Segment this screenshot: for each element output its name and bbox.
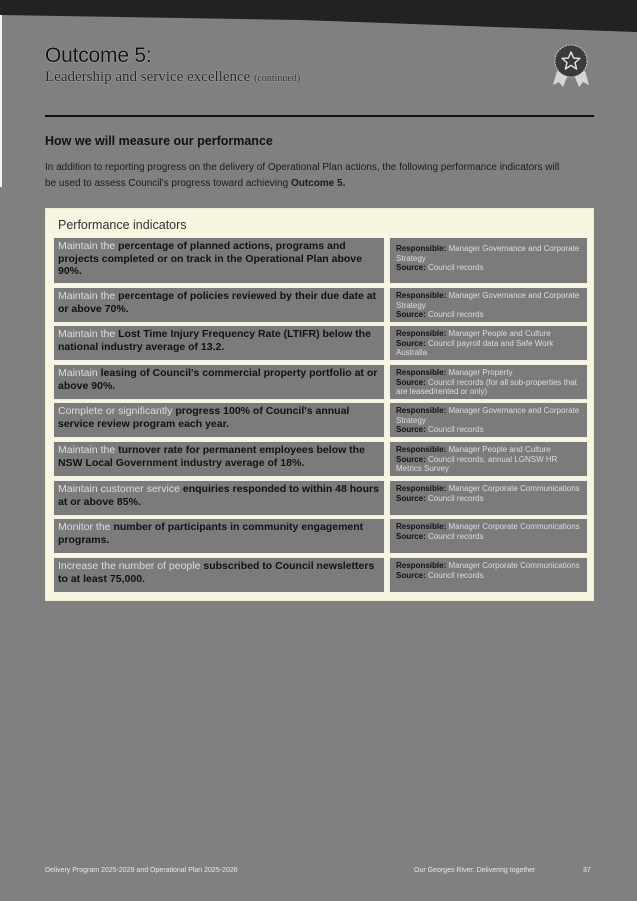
indicator-row [53, 518, 588, 554]
source-value: Council records [428, 570, 484, 580]
responsible-value: Manager Governance and Corporate Strategy [396, 291, 580, 310]
footer-tagline: Our Georges River: Delivering together [414, 867, 536, 874]
source-label: Source: [396, 310, 426, 319]
responsible-label: Responsible: [396, 291, 447, 300]
left-edge-strip [0, 15, 2, 187]
footer-document-title: Delivery Program 2025-2029 and Operational Plan 2025-2026 [45, 867, 238, 874]
responsible-label: Responsible: [396, 522, 447, 531]
source-label: Source: [396, 531, 426, 541]
indicator-text [53, 557, 385, 593]
indicator-text [53, 402, 385, 438]
subtitle-continued: (continued) [254, 73, 301, 84]
indicator-text [53, 480, 385, 516]
source-value: Council records [428, 531, 484, 541]
performance-indicators-panel [45, 208, 594, 601]
source-value: Council records (for all sub-properties that are leased/rented or only) [396, 377, 577, 396]
indicator-measure: number of participants in community engagement programs. [58, 521, 364, 546]
panel-title: Performance indicators [58, 218, 187, 232]
responsible-value: Manager Corporate Communications [448, 484, 580, 493]
page-header [45, 44, 300, 86]
indicator-row [53, 557, 588, 593]
page-number: 37 [583, 867, 591, 874]
indicator-row [53, 441, 588, 477]
source-value: Council records, annual LGNSW HR Metrics Survey [396, 454, 558, 473]
source-value: Council records [428, 263, 484, 272]
indicator-lead: Complete or significantly [58, 405, 176, 417]
source-label: Source: [396, 377, 426, 387]
indicator-row [53, 364, 588, 400]
indicator-text [53, 364, 385, 400]
indicator-measure: percentage of policies reviewed by their due date at or above 70%. [58, 290, 377, 315]
indicator-lead: Monitor the [58, 521, 114, 533]
responsible-value: Manager Property [448, 368, 513, 377]
indicator-lead: Maintain customer service [58, 483, 183, 495]
indicator-measure: subscribed to Council newsletters to at least 75,000. [58, 560, 375, 585]
indicator-measure: progress 100% of Council's annual service review program each year. [58, 405, 350, 430]
source-label: Source: [396, 570, 426, 580]
source-value: Council records [428, 493, 484, 503]
top-banner [0, 0, 637, 40]
responsible-label: Responsible: [396, 368, 447, 377]
indicator-text [53, 441, 385, 477]
indicator-row [53, 480, 588, 516]
indicator-lead: Increase the number of people [58, 560, 204, 572]
responsible-label: Responsible: [396, 484, 447, 493]
indicator-text [53, 237, 385, 284]
page-title: Outcome 5: [45, 44, 152, 67]
indicator-meta [389, 287, 588, 323]
responsible-label: Responsible: [396, 445, 447, 454]
indicator-row [53, 402, 588, 438]
responsible-label: Responsible: [396, 561, 447, 570]
responsible-value: Manager People and Culture [448, 329, 551, 338]
indicator-measure: leasing of Council's commercial property portfolio at or above 90%. [58, 367, 378, 392]
intro-paragraph [45, 160, 565, 192]
indicator-meta [389, 237, 588, 284]
responsible-value: Manager Corporate Communications [448, 522, 580, 531]
indicator-row [53, 287, 588, 323]
indicator-row [53, 325, 588, 361]
indicator-lead: Maintain [58, 367, 101, 379]
responsible-value: Manager People and Culture [448, 445, 551, 454]
source-value: Council records [428, 425, 484, 434]
responsible-label: Responsible: [396, 406, 447, 415]
indicator-text [53, 287, 385, 323]
source-label: Source: [396, 493, 426, 503]
indicator-meta [389, 325, 588, 361]
intro-outcome: Outcome 5. [290, 178, 346, 189]
indicator-measure: percentage of planned actions, programs and projects completed or on track in the Operational Plan above 90%. [58, 240, 362, 277]
intro-text: In addition to reporting progress on the delivery of Operational Plan actions, the following performance indicators will be used to assess Council's progress toward achieving [45, 162, 560, 189]
responsible-value: Manager Corporate Communications [448, 561, 580, 570]
source-value: Council payroll data and Safe Work Australia [396, 338, 554, 357]
indicator-lead: Maintain the [58, 290, 119, 302]
indicator-meta [389, 557, 588, 593]
indicator-text [53, 325, 385, 361]
source-label: Source: [396, 338, 426, 348]
section-heading: How we will measure our performance [45, 134, 273, 148]
indicator-meta [389, 441, 588, 477]
responsible-label: Responsible: [396, 244, 447, 253]
indicator-meta [389, 518, 588, 554]
responsible-value: Manager Governance and Corporate Strategy [396, 406, 580, 425]
indicator-row [53, 237, 588, 284]
indicator-meta [389, 364, 588, 400]
indicator-meta [389, 402, 588, 438]
award-ribbon-star-icon [549, 41, 593, 89]
indicator-text [53, 518, 385, 554]
indicator-lead: Maintain the [58, 328, 119, 340]
responsible-value: Manager Governance and Corporate Strategy [396, 244, 580, 263]
source-label: Source: [396, 263, 426, 272]
responsible-label: Responsible: [396, 329, 447, 338]
indicator-measure: turnover rate for permanent employees below the NSW Local Government industry average of 18%. [58, 444, 365, 469]
indicator-lead: Maintain the [58, 240, 119, 252]
source-value: Council records [428, 310, 484, 319]
source-label: Source: [396, 425, 426, 434]
header-divider [45, 115, 594, 117]
source-label: Source: [396, 454, 426, 464]
subtitle-text: Leadership and service excellence [45, 69, 251, 85]
indicator-meta [389, 480, 588, 516]
indicator-lead: Maintain the [58, 444, 119, 456]
indicator-measure: Lost Time Injury Frequency Rate (LTIFR) below the national industry average of 13.2. [58, 328, 371, 353]
indicator-measure: enquiries responded to within 48 hours at or above 85%. [58, 483, 379, 508]
page-subtitle [45, 69, 300, 86]
